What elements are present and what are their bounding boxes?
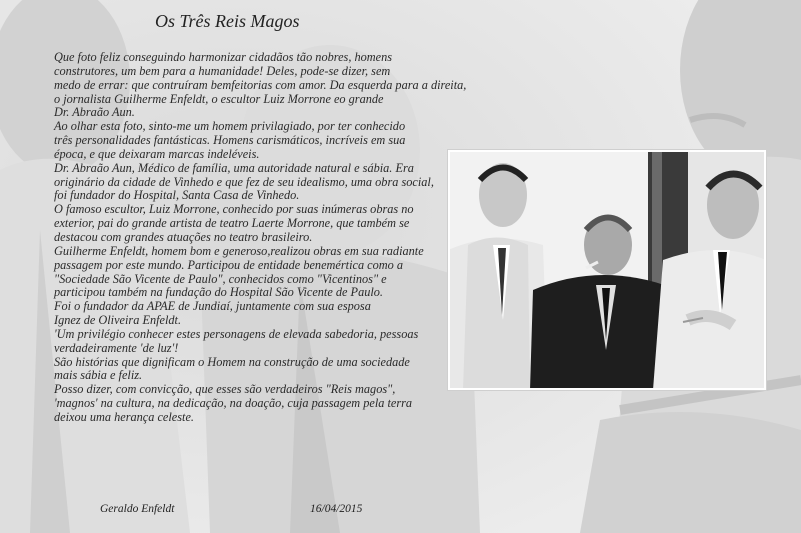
three-men-photo bbox=[448, 150, 766, 390]
body-line: o jornalista Guilherme Enfeldt, o escultor Luiz Morrone eo grande bbox=[54, 91, 384, 106]
body-line: 'Um privilégio conhecer estes personagens de elevada sabedoria, pessoas bbox=[54, 326, 419, 341]
body-text bbox=[54, 51, 474, 425]
body-line: 'magnos' na cultura, na dedicação, na doação, cuja passagem pela terra bbox=[54, 396, 413, 411]
body-line: foi fundador do Hospital, Santa Casa de Vinhedo. bbox=[54, 188, 300, 203]
body-line: exterior, pai do grande artista de teatro Laerte Morrone, que também se bbox=[54, 216, 410, 231]
body-line: Ao olhar esta foto, sinto-me um homem privilagiado, por ter conhecido bbox=[54, 119, 406, 134]
body-line: originário da cidade de Vinhedo e que fez de seu idealismo, uma obra social, bbox=[54, 174, 434, 189]
body-line: Dr. Abraão Aun, Médico de família, uma autoridade natural e sábia. Era bbox=[54, 160, 414, 175]
body-line: O famoso escultor, Luiz Morrone, conhecido por suas inúmeras obras no bbox=[54, 202, 414, 217]
body-line: deixou uma herança celeste. bbox=[54, 409, 194, 424]
body-line: Guilherme Enfeldt, homem bom e generoso,realizou obras em sua radiante bbox=[54, 243, 424, 258]
page-title: Os Três Reis Magos bbox=[155, 11, 300, 31]
body-line: construtores, um bem para a humanidade! Deles, pode-se dizer, sem bbox=[54, 63, 391, 78]
author-signature: Geraldo Enfeldt bbox=[100, 503, 175, 515]
body-line: verdadeiramente 'de luz'! bbox=[54, 340, 179, 355]
body-line: Ignez de Oliveira Enfeldt. bbox=[54, 313, 182, 328]
body-line: três personalidades fantásticas. Homens carismáticos, incríveis em sua bbox=[54, 133, 406, 148]
body-line: mais sábia e feliz. bbox=[54, 368, 143, 383]
body-line: medo de errar: que contruíram bemfeitorias com amor. Da esquerda para a direita, bbox=[54, 77, 467, 92]
body-line: "Sociedade São Vicente de Paulo", conhecidos como "Vicentinos" e bbox=[54, 271, 387, 286]
body-line: Posso dizer, com convicção, que esses são verdadeiros "Reis magos", bbox=[54, 382, 396, 397]
body-line: Dr. Abraão Aun. bbox=[54, 105, 135, 120]
body-line: época, e que deixaram marcas indeléveis. bbox=[54, 146, 260, 161]
date-label: 16/04/2015 bbox=[310, 503, 363, 515]
body-line: participou também na fundação do Hospital São Vicente de Paulo. bbox=[54, 285, 384, 300]
body-line: Foi o fundador da APAE de Jundiaí, juntamente com sua esposa bbox=[54, 299, 371, 314]
body-line: passagem por este mundo. Participou de entidade benemértica como a bbox=[54, 257, 404, 272]
body-line: Que foto feliz conseguindo harmonizar cidadãos tão nobres, homens bbox=[54, 50, 393, 64]
body-line: destacou com grandes atuações no teatro brasileiro. bbox=[54, 229, 313, 244]
body-line: São histórias que dignificam o Homem na construção de uma sociedade bbox=[54, 354, 410, 369]
